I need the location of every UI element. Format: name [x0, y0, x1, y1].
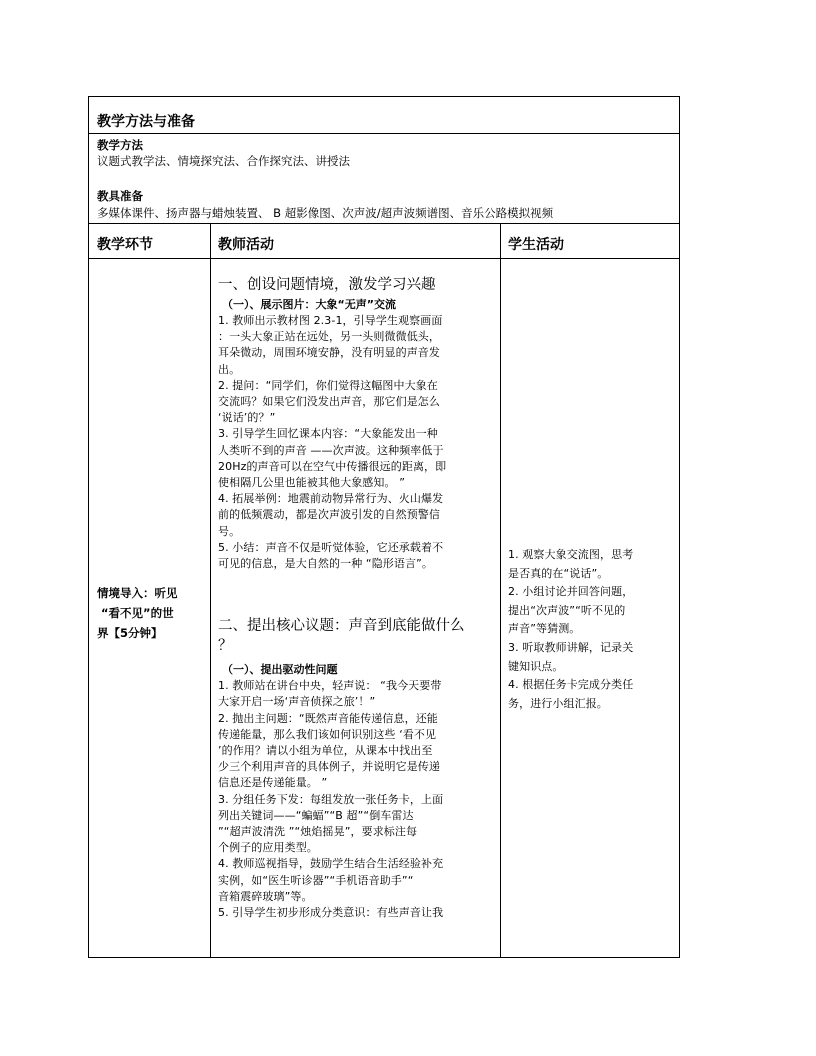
text-line: 出。 [218, 362, 241, 376]
tools-text: 多媒体课件、扬声器与蜡烛装置、 B 超影像图、次声波/超声波频谱图、音乐公路模拟视频 [97, 206, 554, 220]
text-line: ‘说话’的？” [218, 411, 276, 425]
text-line: 大家开启一场‘声音侦探之旅’！” [218, 695, 376, 709]
header-stage: 教学环节 [97, 237, 153, 253]
text-line: 2. 小组讨论并回答问题， [508, 585, 634, 599]
text-line: 3. 引导学生回忆课本内容：“大象能发出一种 [218, 427, 438, 441]
part1-subheading: （一）、展示图片：大象“无声”交流 [222, 298, 396, 311]
text-line: 少三个利用声音的具体例子，并说明它是传递 [218, 760, 440, 774]
text-line: 前的低频震动，都是次声波引发的自然预警信 [218, 508, 440, 522]
method-label: 教学方法 [97, 138, 143, 152]
text-line: 2. 抛出主问题：“既然声音能传递信息，还能 [218, 711, 438, 725]
table-header-row [89, 223, 679, 259]
teacher-cell [218, 275, 494, 921]
text-line: 可见的信息，是大自然的一种 “隐形语言”。 [218, 557, 433, 571]
text-line: 是否真的在“说话”。 [508, 566, 609, 580]
text-line: 1. 观察大象交流图，思考 [508, 548, 634, 561]
text-line: 键知识点。 [508, 659, 564, 673]
text-line: 3. 听取教师讲解，记录关 [508, 640, 634, 654]
part2-heading-cont: ？ [218, 638, 233, 655]
section-title: 教学方法与准备 [97, 114, 195, 130]
part2-subheading: （一）、提出驱动性问题 [222, 663, 338, 677]
column-divider [210, 224, 211, 958]
text-line: 音箱震碎玻璃”等。 [218, 889, 313, 903]
text-line: 声音”等猜测。 [508, 622, 581, 636]
column-divider [500, 224, 501, 958]
text-line: 传递能量，那么我们该如何识别这些 ‘看不见 [218, 727, 437, 741]
text-line: 列出关键词——“蝙蝠”“B 超”“倒车雷达 [218, 808, 414, 822]
text-line: 人类听不到的声音 ——次声波。这种频率低于 [218, 443, 444, 457]
header-student: 学生活动 [508, 237, 564, 253]
lesson-plan-table [88, 96, 680, 958]
text-line: ：一头大象正站在远处，另一头则微微低头， [218, 330, 440, 344]
text-line: 信息还是传递能量。 ” [218, 776, 328, 790]
text-line: 4. 教师巡视指导，鼓励学生结合生活经验补充 [218, 857, 444, 871]
stage-line: 情境导入：听见 [97, 586, 178, 600]
method-text: 议题式教学法、情境探究法、合作探究法、讲授法 [97, 154, 350, 168]
part2-heading: 二、提出核心议题：声音到底能做什么 [218, 618, 465, 635]
text-line: 5. 小结：声音不仅是听觉体验，它还承载着不 [218, 540, 444, 554]
text-line: 4. 拓展举例：地震前动物异常行为、火山爆发 [218, 492, 444, 506]
stage-cell [97, 583, 207, 643]
text-line: 3. 分组任务下发：每组发放一张任务卡，上面 [218, 792, 444, 806]
text-line: 个例子的应用类型。 [218, 841, 318, 855]
text-line: 交流吗？如果它们没发出声音，那它们是怎么 [218, 395, 440, 409]
text-line: 1. 教师站在讲台中央，轻声说： “我今天要带 [218, 679, 442, 693]
tools-label: 教具准备 [97, 189, 143, 203]
text-line: 提出“次声波”“听不见的 [508, 603, 626, 617]
text-line: 20Hz的声音可以在空气中传播很远的距离，即 [218, 459, 447, 473]
text-line: ”“超声波清洗 ”“烛焰摇晃”，要求标注每 [218, 825, 418, 839]
stage-line: 界【5分钟】 [97, 626, 163, 640]
text-line: 号。 [218, 524, 241, 538]
header-teacher: 教师活动 [218, 237, 274, 253]
section-title-row [89, 97, 679, 134]
stage-line: “看不见”的世 [101, 606, 174, 620]
text-line: 实例，如“医生听诊器”“手机语音助手”“ [218, 873, 414, 887]
student-cell [508, 546, 676, 713]
text-line: 1. 教师出示教材图 2.3-1，引导学生观察画面 [218, 314, 443, 327]
text-line: 2. 提问：“同学们，你们觉得这幅图中大象在 [218, 378, 438, 392]
text-line: 4. 根据任务卡完成分类任 [508, 678, 634, 692]
text-line: 5. 引导学生初步形成分类意识：有些声音让我 [218, 906, 444, 920]
text-line: 使相隔几公里也能被其他大象感知。 ” [218, 476, 405, 490]
text-line: ’的作用？请以小组为单位，从课本中找出至 [218, 744, 433, 758]
text-line: 务，进行小组汇报。 [508, 696, 608, 710]
text-line: 耳朵微动，周围环境安静，没有明显的声音发 [218, 346, 440, 360]
part1-heading: 一、创设问题情境，激发学习兴趣 [218, 277, 436, 293]
